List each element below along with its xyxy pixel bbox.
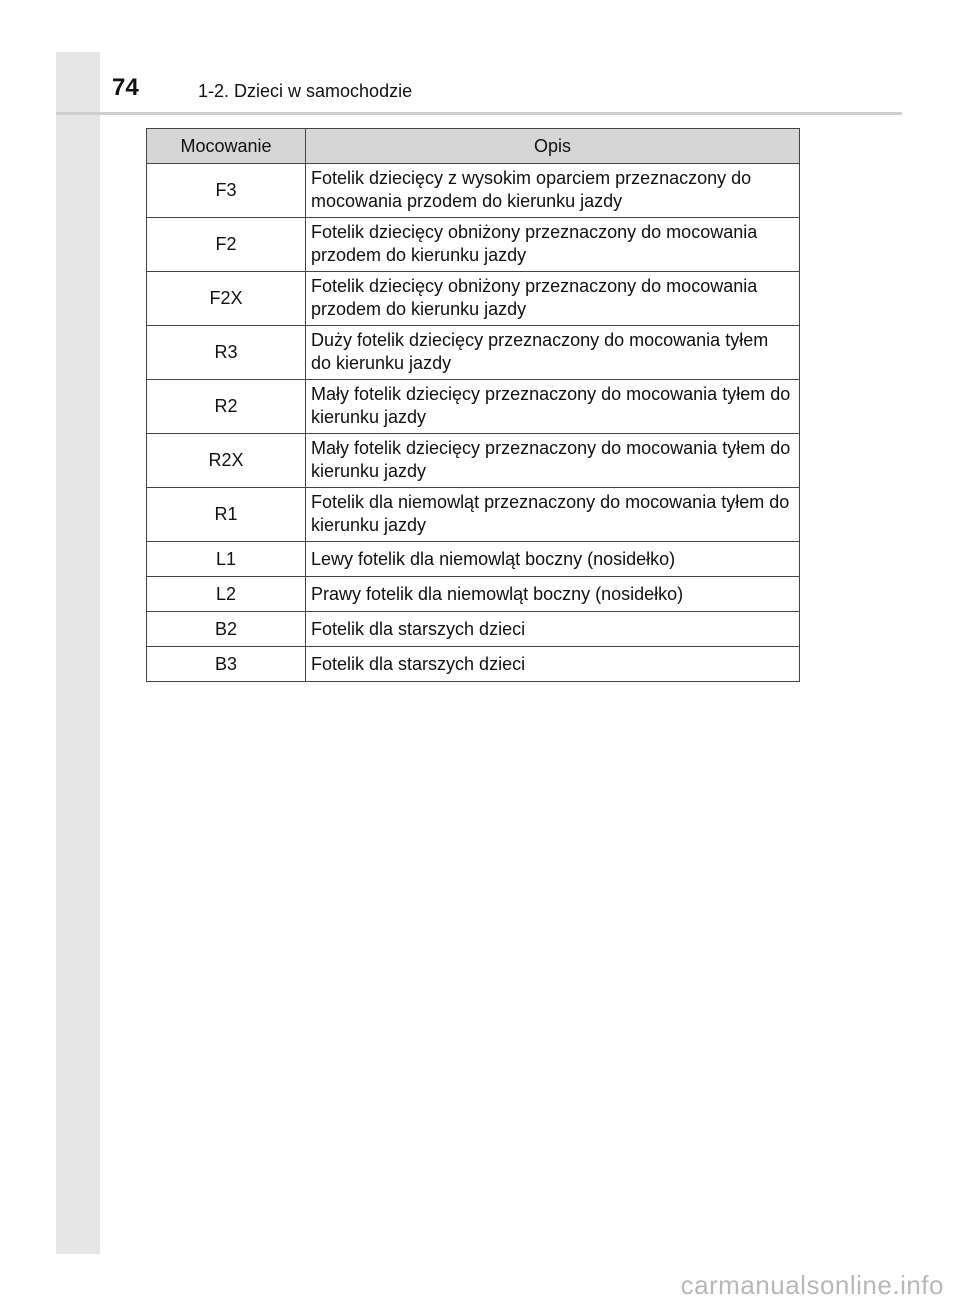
mounting-code: R2 (147, 380, 306, 434)
mounting-table (146, 128, 800, 682)
mounting-description: Fotelik dla starszych dzieci (306, 647, 800, 682)
mounting-description: Mały fotelik dziecięcy przeznaczony do mocowania tyłem do kierunku jazdy (306, 380, 800, 434)
table-row (147, 272, 800, 326)
table-row (147, 164, 800, 218)
mounting-description: Fotelik dziecięcy z wysokim oparciem przeznaczony do mocowania przodem do kierunku jazdy (306, 164, 800, 218)
mounting-description: Duży fotelik dziecięcy przeznaczony do mocowania tyłem do kierunku jazdy (306, 326, 800, 380)
table-row (147, 488, 800, 542)
section-title: 1-2. Dzieci w samochodzie (198, 81, 413, 101)
mounting-code: F2X (147, 272, 306, 326)
mounting-code: R3 (147, 326, 306, 380)
watermark: carmanualsonline.info (680, 1270, 944, 1300)
mounting-description: Lewy fotelik dla niemowląt boczny (nosidełko) (306, 542, 800, 577)
mounting-description: Prawy fotelik dla niemowląt boczny (nosidełko) (306, 577, 800, 612)
mounting-description: Fotelik dla niemowląt przeznaczony do mocowania tyłem do kierunku jazdy (306, 488, 800, 542)
mounting-code: R1 (147, 488, 306, 542)
mounting-description: Fotelik dla starszych dzieci (306, 612, 800, 647)
table-row (147, 434, 800, 488)
table-row (147, 542, 800, 577)
mounting-code: F2 (147, 218, 306, 272)
mounting-description: Fotelik dziecięcy obniżony przeznaczony do mocowania przodem do kierunku jazdy (306, 272, 800, 326)
table-row (147, 380, 800, 434)
mounting-code: R2X (147, 434, 306, 488)
column-header-description: Opis (306, 129, 800, 164)
table-row (147, 577, 800, 612)
table-row (147, 647, 800, 682)
table-header-row (147, 129, 800, 164)
table-row (147, 218, 800, 272)
mounting-code: B2 (147, 612, 306, 647)
mounting-code: F3 (147, 164, 306, 218)
mounting-description: Fotelik dziecięcy obniżony przeznaczony do mocowania przodem do kierunku jazdy (306, 218, 800, 272)
mounting-table-grid (146, 128, 800, 682)
table-row (147, 326, 800, 380)
table-row (147, 612, 800, 647)
mounting-description: Mały fotelik dziecięcy przeznaczony do mocowania tyłem do kierunku jazdy (306, 434, 800, 488)
mounting-code: L2 (147, 577, 306, 612)
column-header-mounting: Mocowanie (147, 129, 306, 164)
margin-strip (56, 52, 100, 1254)
page-number: 74 (112, 74, 139, 101)
mounting-code: L1 (147, 542, 306, 577)
mounting-code: B3 (147, 647, 306, 682)
